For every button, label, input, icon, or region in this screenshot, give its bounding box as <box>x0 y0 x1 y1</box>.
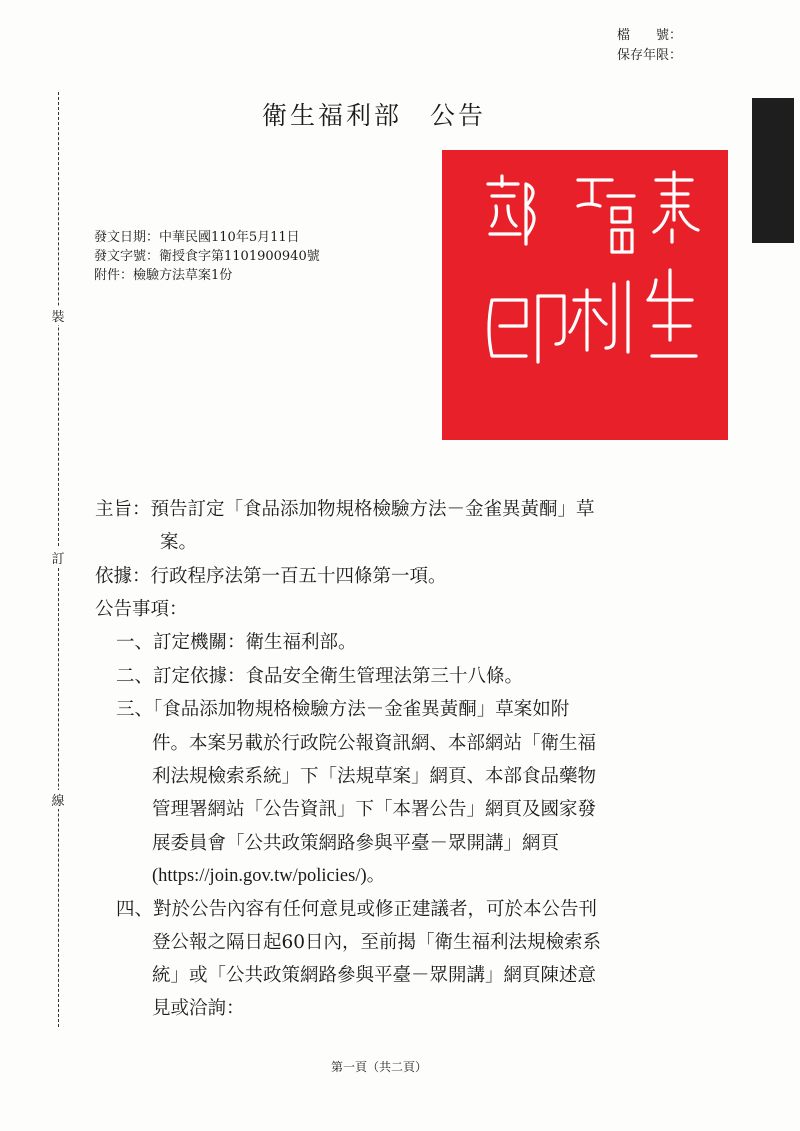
attachment-value: 檢驗方法草案1份 <box>133 268 233 283</box>
subject-line-2: 案。 <box>160 532 198 553</box>
notice-item-4-line-1: 對於公告內容有任何意見或修正建議者，可於本公告刊 <box>153 899 598 920</box>
notice-item-3-line-2: 件。本案另載於行政院公報資訊網、本部網站「衛生福 <box>152 733 597 754</box>
binding-mark-bind: 裝 <box>46 306 70 325</box>
issue-date-value: 中華民國110年5月11日 <box>159 230 300 245</box>
attachment-row <box>94 266 320 285</box>
attachment-label: 附件： <box>94 268 134 283</box>
notice-item-2-text: 訂定依據：食品安全衛生管理法第三十八條。 <box>153 666 524 687</box>
notice-item-4-line-4: 見或洽詢： <box>152 998 245 1019</box>
basis-text: 行政程序法第一百五十四條第一項。 <box>150 566 447 587</box>
official-seal <box>442 150 728 440</box>
file-number-label: 檔 號： <box>616 28 682 43</box>
basis-label: 依據： <box>95 566 151 587</box>
page-title: 衛生福利部 公告 <box>262 101 487 130</box>
notice-item-3-line-4: 管理署網站「公告資訊」下「本署公告」網頁及國家發 <box>152 799 597 820</box>
seal-glyphs <box>442 150 728 440</box>
notice-item-3-link[interactable]: (https://join.gov.tw/policies/)。 <box>152 866 386 886</box>
reference-number-value: 衛授食字第1101900940號 <box>159 249 320 264</box>
subject-row <box>95 494 595 526</box>
reference-number-row <box>94 247 320 266</box>
notice-item-4-line-2: 登公報之隔日起60日內，至前揭「衛生福利法規檢索系 <box>152 932 602 953</box>
notice-item-1-number: 一、 <box>116 632 154 653</box>
notice-label: 公告事項： <box>95 599 188 620</box>
notice-item-4-number: 四、 <box>116 899 154 920</box>
archive-info <box>617 26 682 66</box>
notice-item-1-text: 訂定機關：衛生福利部。 <box>153 632 357 653</box>
notice-item-3 <box>116 694 569 726</box>
notice-item-3-number: 三、 <box>116 699 154 720</box>
binding-mark-line: 線 <box>46 790 70 809</box>
notice-item-4 <box>116 894 597 926</box>
notice-item-2-number: 二、 <box>116 666 154 687</box>
page-number: 第一頁（共二頁） <box>331 1060 428 1074</box>
reference-number-label: 發文字號： <box>94 249 160 264</box>
notice-item-4-line-3: 統」或「公共政策網路參與平臺－眾開講」網頁陳述意 <box>152 965 597 986</box>
notice-item-2 <box>116 661 523 693</box>
basis-row <box>95 561 447 593</box>
retention-period-label: 保存年限： <box>616 48 682 63</box>
notice-item-3-line-5: 展委員會「公共政策網路參與平臺－眾開講」網頁 <box>152 833 560 854</box>
scan-edge-artifact <box>752 98 794 243</box>
issue-date-row <box>94 228 320 247</box>
binding-mark-order: 訂 <box>46 548 70 567</box>
notice-item-1 <box>116 627 357 659</box>
notice-item-3-line-1: 「食品添加物規格檢驗方法－金雀異黃酮」草案如附 <box>153 699 570 720</box>
subject-line-1: 預告訂定「食品添加物規格檢驗方法－金雀異黃酮」草 <box>150 499 595 520</box>
issue-date-label: 發文日期： <box>94 230 160 245</box>
document-meta <box>94 228 320 285</box>
notice-item-3-line-3: 利法規檢索系統」下「法規草案」網頁、本部食品藥物 <box>152 766 597 787</box>
subject-label: 主旨： <box>95 499 151 520</box>
